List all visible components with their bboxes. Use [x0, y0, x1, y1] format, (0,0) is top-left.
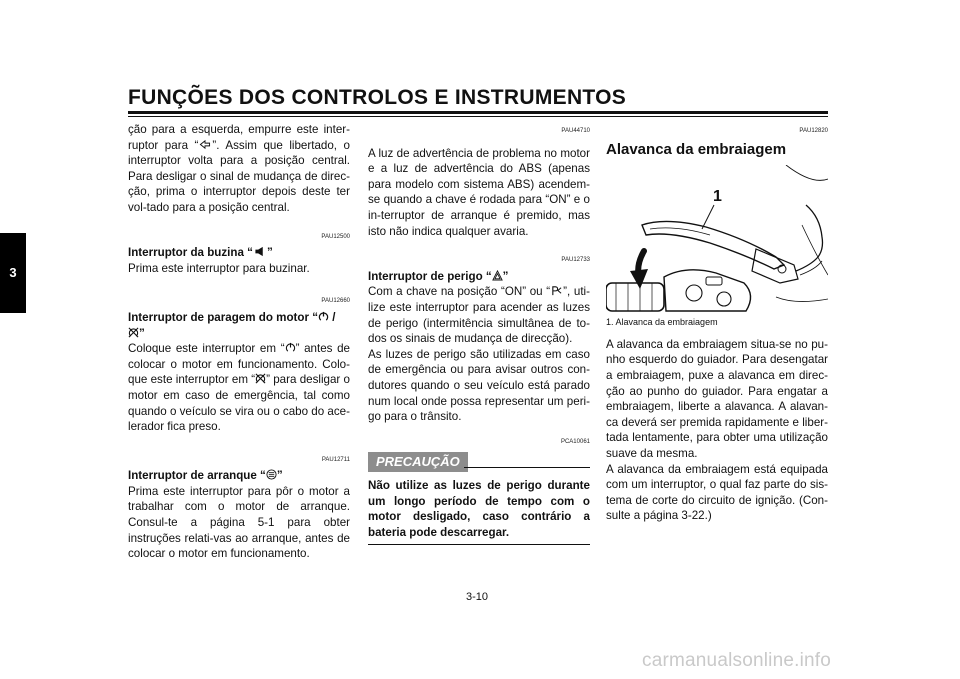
- ref-code: PAU12733: [561, 257, 590, 264]
- header-rule-thin: [128, 116, 828, 117]
- column-2: [368, 122, 590, 545]
- arrow-left-icon: [198, 139, 212, 150]
- column-1: [128, 122, 350, 562]
- column-3: [606, 122, 828, 524]
- figure-callout-label: 1: [713, 188, 722, 206]
- hazard-icon: [492, 270, 503, 281]
- paragraph: A alavanca da embraiagem situa-se no pu-nho esquerdo do guiador. Para desengatar a embraiagem, puxe a alavanca em direc-ção ao punho do guiador. Para engatar a embraiagem, liberte a alavanca. A alavan-ca deverá ser premida rapidamente e liber-tada lentamente, para obter uma utilização suave da mesma.: [606, 337, 828, 460]
- section-heading-hazard: Interruptor de perigo “ ”: [368, 269, 509, 283]
- page-title: FUNÇÕES DOS CONTROLOS E INSTRUMENTOS: [128, 86, 627, 109]
- paragraph: Coloque este interruptor em “ ” antes de colocar o motor em funcionamento. Colo-que este interruptor em “ ” para desligar o motor em caso de emergência, tal como quando o veículo se vira ou o cabo do ace-lerador fica preso.: [128, 342, 351, 434]
- caution-bottom-rule: [368, 544, 590, 545]
- parking-key-icon: [550, 285, 563, 296]
- paragraph: As luzes de perigo são utilizadas em caso de emergência ou para avisar outros con-dutores quando o seu veículo está parado num local onde possa representar um peri-go para o trânsito.: [368, 347, 590, 424]
- chapter-tab: 3: [0, 233, 26, 313]
- figure-caption: 1. Alavanca da embraiagem: [606, 317, 718, 328]
- header-rule: [128, 111, 828, 114]
- section-heading-horn: Interruptor da buzina “ ”: [128, 246, 273, 260]
- clutch-lever-illustration: [606, 165, 828, 315]
- caution-header: [368, 452, 590, 474]
- ref-code: PAU44710: [561, 128, 590, 134]
- caution-label: PRECAUÇÃO: [368, 452, 468, 472]
- paragraph: Com a chave na posição “ON” ou “ ”, uti-lize este interruptor para acender as luzes de perigo (intermitência simultânea de to-dos os sinais de mudança de direcção).: [368, 285, 590, 346]
- caution-rule: [464, 467, 590, 468]
- paragraph-continued: ção para a esquerda, empurre este inter-ruptor para “ ”. Assim que libertado, o interruptor volta para a posição central. Para desligar o sinal de mudança de direc-ção, prima o interruptor depois deste ter vol-tado para a posição central.: [128, 123, 350, 214]
- horn-icon: [253, 246, 267, 257]
- ref-code: PAU12711: [321, 456, 350, 463]
- section-heading-stop: Interruptor de paragem do motor “ / ”: [128, 310, 336, 340]
- ref-code: PAU12500: [321, 233, 350, 240]
- ref-code: PAU12660: [321, 298, 350, 305]
- page-number: 3-10: [466, 591, 489, 603]
- caution-text: Não utilize as luzes de perigo durante um longo período de tempo com o motor desligado, caso contrário a bateria pode descarregar.: [368, 479, 590, 540]
- starter-icon: [266, 469, 277, 480]
- ref-code: PCA10061: [560, 438, 590, 445]
- paragraph: A luz de advertência de problema no motor e a luz de advertência do ABS (apenas para modelo com sistema ABS) acendem-se quando a chave é rodada para “ON” e o in-terruptor de arranque é premido, mas isto não indica qualquer avaria.: [368, 146, 590, 238]
- engine-run-icon: [285, 342, 296, 353]
- paragraph: Prima este interruptor para pôr o motor a trabalhar com o motor de arranque. Consul-te a página 5-1 para obter instruções relati-vas ao arranque, antes de colocar o motor em funcionamento.: [128, 484, 350, 561]
- paragraph: A alavanca da embraiagem está equipada com um interruptor, o qual faz parte do sis-tema de corte do circuito de ignição. (Con-sulte a página 3-22.): [606, 462, 828, 523]
- watermark: carmanualsonline.info: [642, 650, 832, 671]
- engine-run-icon: [318, 311, 329, 322]
- ref-code: PAU12820: [799, 128, 828, 134]
- engine-stop-icon: [255, 373, 266, 384]
- paragraph: Prima este interruptor para buzinar.: [128, 261, 310, 275]
- engine-stop-icon: [128, 327, 139, 338]
- section-heading-clutch: Alavanca da embraiagem: [606, 140, 787, 158]
- section-heading-start: Interruptor de arranque “ ”: [128, 469, 283, 483]
